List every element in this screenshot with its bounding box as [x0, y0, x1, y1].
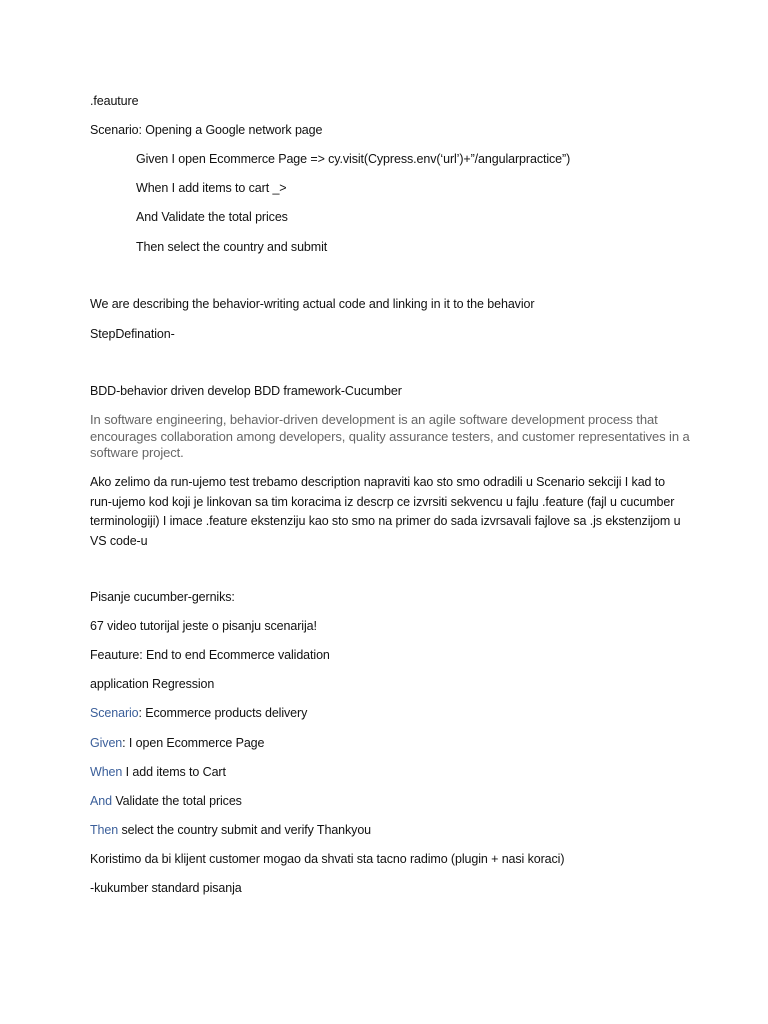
behavior-description: We are describing the behavior-writing actual code and linking in it to the behavior	[90, 297, 535, 311]
and-step: And Validate the total prices	[136, 210, 288, 224]
then-keyword: Then	[90, 823, 119, 837]
scenario-heading: Scenario: Opening a Google network page	[90, 123, 323, 137]
feature-label: .feauture	[90, 94, 139, 108]
gherkin-when-line	[90, 765, 226, 780]
feature-line: Feauture: End to end Ecommerce validation	[90, 648, 330, 662]
and-text: Validate the total prices	[111, 794, 242, 808]
step-definition-label: StepDefination-	[90, 327, 175, 341]
regression-line: application Regression	[90, 677, 215, 691]
scenario-keyword: Scenario	[90, 706, 139, 720]
when-keyword: When	[90, 765, 123, 779]
video-tutorial-note: 67 video tutorijal jeste o pisanju scenarija!	[90, 619, 317, 633]
explanation-paragraph: Ako zelimo da run-ujemo test trebamo description napraviti kao sto smo odradili u Scenario sekciji I kad to run-ujemo kod koji je linkovan sa tim koracima iz descrp ce izvrsiti sekvencu u fajlu .feature (fajl u cucumber terminologiji) I imace .feature ekstenziju kao sto smo na primer do sada izvrsavali fajlove sa .js ekstenzijom u VS code-u	[90, 475, 681, 548]
given-step: Given I open Ecommerce Page => cy.visit(Cypress.env(‘url’)+”/angularpractice”)	[136, 152, 571, 166]
gherkin-given-line	[90, 736, 264, 751]
when-text: I add items to Cart	[122, 765, 226, 779]
then-step: Then select the country and submit	[136, 240, 328, 254]
gherkin-and-line	[90, 794, 242, 809]
when-step: When I add items to cart _>	[136, 181, 287, 195]
bdd-heading: BDD-behavior driven develop BDD framework-Cucumber	[90, 384, 402, 398]
gherkin-scenario-line	[90, 706, 307, 721]
and-keyword: And	[90, 794, 112, 808]
standard-writing-note: -kukumber standard pisanja	[90, 881, 242, 895]
given-text: : I open Ecommerce Page	[122, 736, 265, 750]
gherkin-then-line	[90, 823, 371, 838]
bdd-definition-paragraph: In software engineering, behavior-driven development is an agile software development process that encourages collaboration among developers, quality assurance testers, and customer representatives in a software project.	[90, 412, 690, 460]
scenario-text: : Ecommerce products delivery	[138, 706, 308, 720]
client-understanding-note: Koristimo da bi klijent customer mogao da shvati sta tacno radimo (plugin + nasi koraci)	[90, 852, 565, 866]
then-text: select the country submit and verify Thankyou	[118, 823, 372, 837]
writing-cucumber-heading: Pisanje cucumber-gerniks:	[90, 590, 235, 604]
given-keyword: Given	[90, 736, 123, 750]
